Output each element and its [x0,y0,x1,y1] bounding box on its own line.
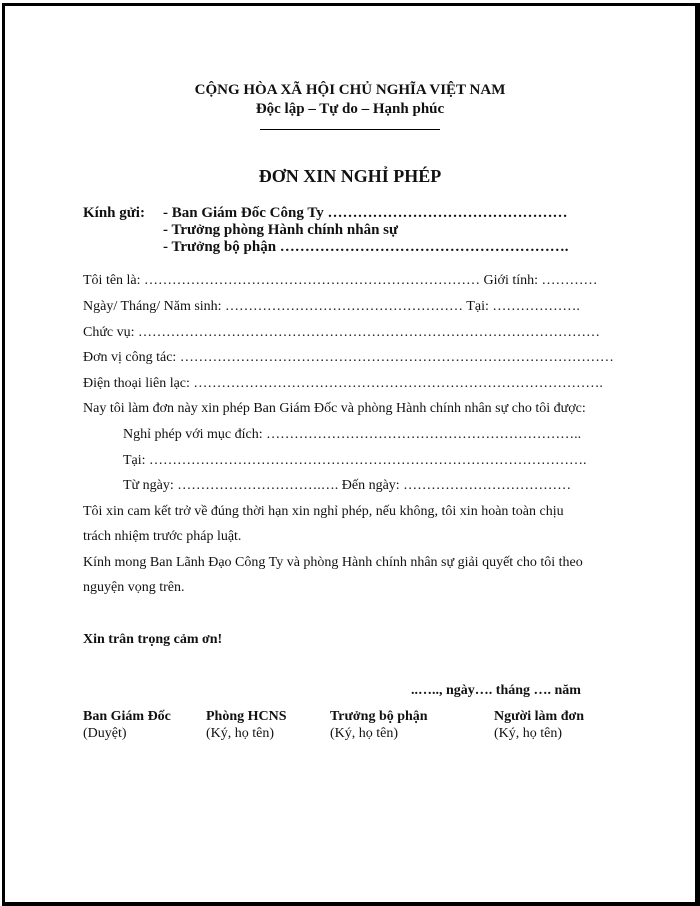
signature-hr-title: Phòng HCNS [206,709,287,724]
recipient-line-hr: - Trưởng phòng Hành chính nhân sự [163,222,399,238]
header-divider [260,129,440,130]
country-name: CỘNG HÒA XÃ HỘI CHỦ NGHĨA VIỆT NAM [194,82,506,98]
signature-board-title: Ban Giám Đốc [83,709,171,724]
field-dob: Ngày/ Tháng/ Năm sinh: …………………………………………… Tại: ………………. [83,299,580,314]
field-place: Tại: …………………………………………………………………………………. [123,453,587,468]
document-title: ĐƠN XIN NGHỈ PHÉP [258,166,442,186]
field-phone: Điện thoại liên lạc: ……………………………………………………………………………. [83,376,603,391]
commitment-line-2: trách nhiệm trước pháp luật. [83,529,242,544]
national-motto: Độc lập – Tự do – Hạnh phúc [255,101,445,117]
commitment-line-1: Tôi xin cam kết trở về đúng thời hạn xin nghỉ phép, nếu không, tôi xin hoàn toàn chịu [83,504,564,519]
plea-line-2: nguyện vọng trên. [83,580,185,595]
signature-applicant-note: (Ký, họ tên) [494,726,563,741]
signature-dept-title: Trưởng bộ phận [330,709,428,724]
field-dates: Từ ngày: ………………………….…. Đến ngày: ……………………………… [123,478,572,493]
signature-board-note: (Duyệt) [83,726,127,741]
thanks-text: Xin trân trọng cảm ơn! [83,632,223,647]
field-unit: Đơn vị công tác: ………………………………………………………………………………… [83,350,614,365]
recipient-line-dept: - Trưởng bộ phận …………………………………………………. [163,239,569,255]
field-name: Tôi tên là: ……………………………………………………………… Giới tính: ………… [83,273,598,288]
field-position: Chức vụ: ……………………………………………………………………………………… [83,325,601,340]
request-text: Nay tôi làm đơn này xin phép Ban Giám Đốc và phòng Hành chính nhân sự cho tôi được: [83,401,586,416]
signature-dept-note: (Ký, họ tên) [330,726,399,741]
recipient-line-board: - Ban Giám Đốc Công Ty ………………………………………… [163,205,568,221]
field-purpose: Nghỉ phép với mục đích: ………………………………………………………….. [123,427,582,442]
signature-hr-note: (Ký, họ tên) [206,726,275,741]
signature-applicant-title: Người làm đơn [494,709,585,724]
date-line: ..….., ngày…. tháng …. năm [411,683,581,698]
recipient-label: Kính gửi: [83,205,145,221]
plea-line-1: Kính mong Ban Lãnh Đạo Công Ty và phòng Hành chính nhân sự giải quyết cho tôi theo [83,555,583,570]
